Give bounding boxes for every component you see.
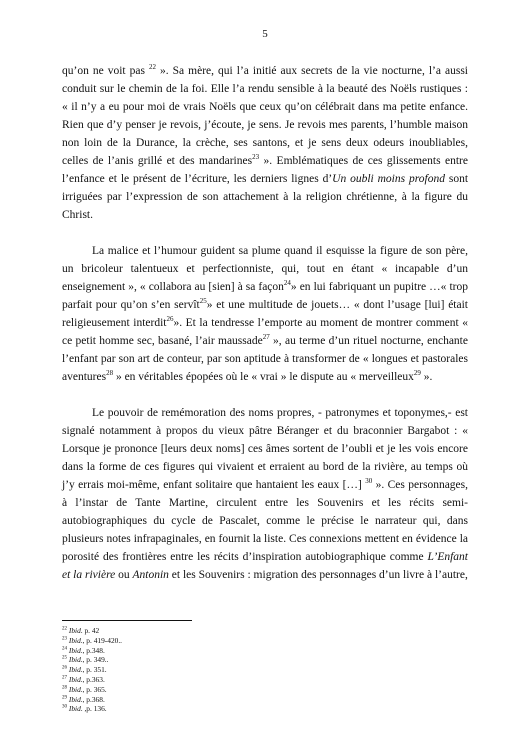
footnotes: [62, 626, 362, 714]
footnote-text: ., p. 351.: [80, 665, 107, 675]
footnote-text: ., p. 349..: [80, 655, 109, 665]
footnote: [62, 626, 362, 636]
footnote-number: 29: [62, 695, 67, 701]
footnote-ibid: Ibid: [68, 655, 81, 665]
paragraph: [62, 62, 468, 224]
footnote-ibid: Ibid: [68, 684, 81, 694]
footnote: [62, 704, 362, 714]
text-run: La malice et l’humour guident sa plume quand il esquisse la figure de son père, un bricoleur talentueux et perfectionniste, qui, tout en étant « incapable d’un enseignement », « collabora au [sien] à sa façon: [62, 245, 468, 293]
text-run: ». Et la tendresse l’emporte au moment de montrer comment « ce petit homme sec, basané, l’air maussade: [62, 317, 468, 347]
footnote: [62, 655, 362, 665]
text-run: » en lui fabriquant un pupitre …« trop parfait pour qu’on s’en servît: [62, 281, 468, 311]
footnote-ref: 23: [252, 153, 260, 162]
footnote-number: 22: [62, 626, 67, 632]
footnote-ref: 24: [283, 279, 291, 288]
text-run: ». Ces personnages, à l’instar de Tante Martine, circulent entre les Souvenirs et les récits semi-autobiographiques du cycle de Pascalet, comme le précise le narrateur qui, dans plusieurs notes infrapaginales, en fournit la liste. Ces connexions mettent en évidence la porosité des frontières entre les récits d’inspiration autobiographique comme: [62, 479, 469, 563]
text-run: » en véritables épopées où le « vrai » le dispute au « merveilleux: [113, 371, 414, 383]
text-run: ».: [420, 371, 433, 383]
paragraph: [62, 404, 468, 584]
footnote: [62, 695, 362, 705]
footnote-ibid: Ibid: [68, 626, 81, 635]
text-run: ou: [115, 569, 133, 581]
footnote: [62, 665, 362, 675]
footnote-ref: 22: [148, 63, 156, 72]
book-title: L’Enfant et la rivière: [62, 551, 468, 581]
text-run: ». Emblématiques de ces glissements entre l’enfance et le présent de l’écriture, les derniers lignes d’: [62, 155, 468, 185]
footnote-number: 26: [62, 665, 67, 671]
footnote-text: ., p.363.: [80, 674, 105, 684]
footnote: [62, 646, 362, 656]
text-run: et les Souvenirs : migration des personnages d’un livre à l’autre,: [168, 569, 468, 581]
book-title: Antonin: [132, 569, 169, 581]
footnote: [62, 685, 362, 695]
text-run: sont irriguées par l’expression de son attachement à la religion chrétienne, à la figure du Christ.: [62, 173, 469, 221]
footnote-ref: 26: [166, 315, 174, 324]
footnote-number: 28: [62, 685, 67, 691]
page-number: 5: [262, 28, 268, 40]
footnote-ref: 25: [199, 297, 207, 306]
footnote-ref: 28: [106, 369, 114, 378]
footnote-ibid: Ibid: [68, 665, 81, 675]
footnote-ibid: Ibid: [68, 635, 81, 645]
text-run: » et une multitude de jouets… « dont l’usage [lui] était religieusement interdit: [62, 299, 468, 329]
footnote-text: ., p. 365.: [80, 684, 107, 694]
text-run: », au terme d’un rituel nocturne, enchante l’enfant par son art de conteur, par son aptitude à transformer de « longues et pastorales aventures: [62, 335, 468, 383]
footnote-ibid: Ibid: [68, 674, 81, 684]
text-run: ». Sa mère, qui l’a initié aux secrets de la vie nocturne, l’a aussi conduit sur le chemin de la foi. Elle l’a rendu sensible à la beauté des Noëls rustiques : « il n’y a eu pour moi de vrais Noëls que ceux qu’on célébrait dans ma petite enfance. Rien que d’y penser je revois, j’écoute, je sens. Je revois mes parents, l’humble maison non loin de la Durance, la crèche, ses santons, et je sens deux odeurs inoubliables, celles de l’anis grillé et des mandarines: [62, 65, 469, 167]
footnote-text: . ,p. 136.: [80, 704, 107, 714]
footnote-ibid: Ibid: [68, 645, 81, 655]
book-title: Un oubli moins profond: [332, 173, 445, 185]
footnote-number: 25: [62, 655, 67, 661]
footnote-text: . p. 42: [80, 626, 100, 635]
footnote-separator: [62, 620, 192, 621]
footnote: [62, 636, 362, 646]
footnote-text: ., p. 419-420..: [80, 635, 123, 645]
footnote-number: 27: [62, 675, 67, 681]
footnote-text: ., p.348.: [80, 645, 105, 655]
footnote-ref: 30: [365, 477, 373, 486]
text-run: Le pouvoir de remémoration des noms propres, - patronymes et toponymes,- est signalé notamment à propos du vieux pâtre Béranger et du braconnier Bargabot : « Lorsque je prononce [leurs deux noms] ces âmes sortent de l’oubli et je les vois encore dans la forme de ces figures qui vivaient et erraient au bord de la rivière, au temps où j’y errais moi-même, enfant solitaire que hantaient les eaux […]: [62, 407, 468, 491]
footnote-number: 23: [62, 636, 67, 642]
footnote-ref: 27: [262, 333, 270, 342]
footnote-text: ., p.368.: [80, 694, 105, 704]
footnote-ref: 29: [413, 369, 421, 378]
paragraph: [62, 242, 468, 386]
footnote-number: 24: [62, 646, 67, 652]
body-text: [62, 62, 468, 584]
footnote-ibid: Ibid: [68, 704, 81, 714]
footnote-number: 30: [62, 704, 67, 710]
footnote-ibid: Ibid: [68, 694, 81, 704]
text-run: qu’on ne voit pas: [62, 65, 149, 77]
footnote: [62, 675, 362, 685]
